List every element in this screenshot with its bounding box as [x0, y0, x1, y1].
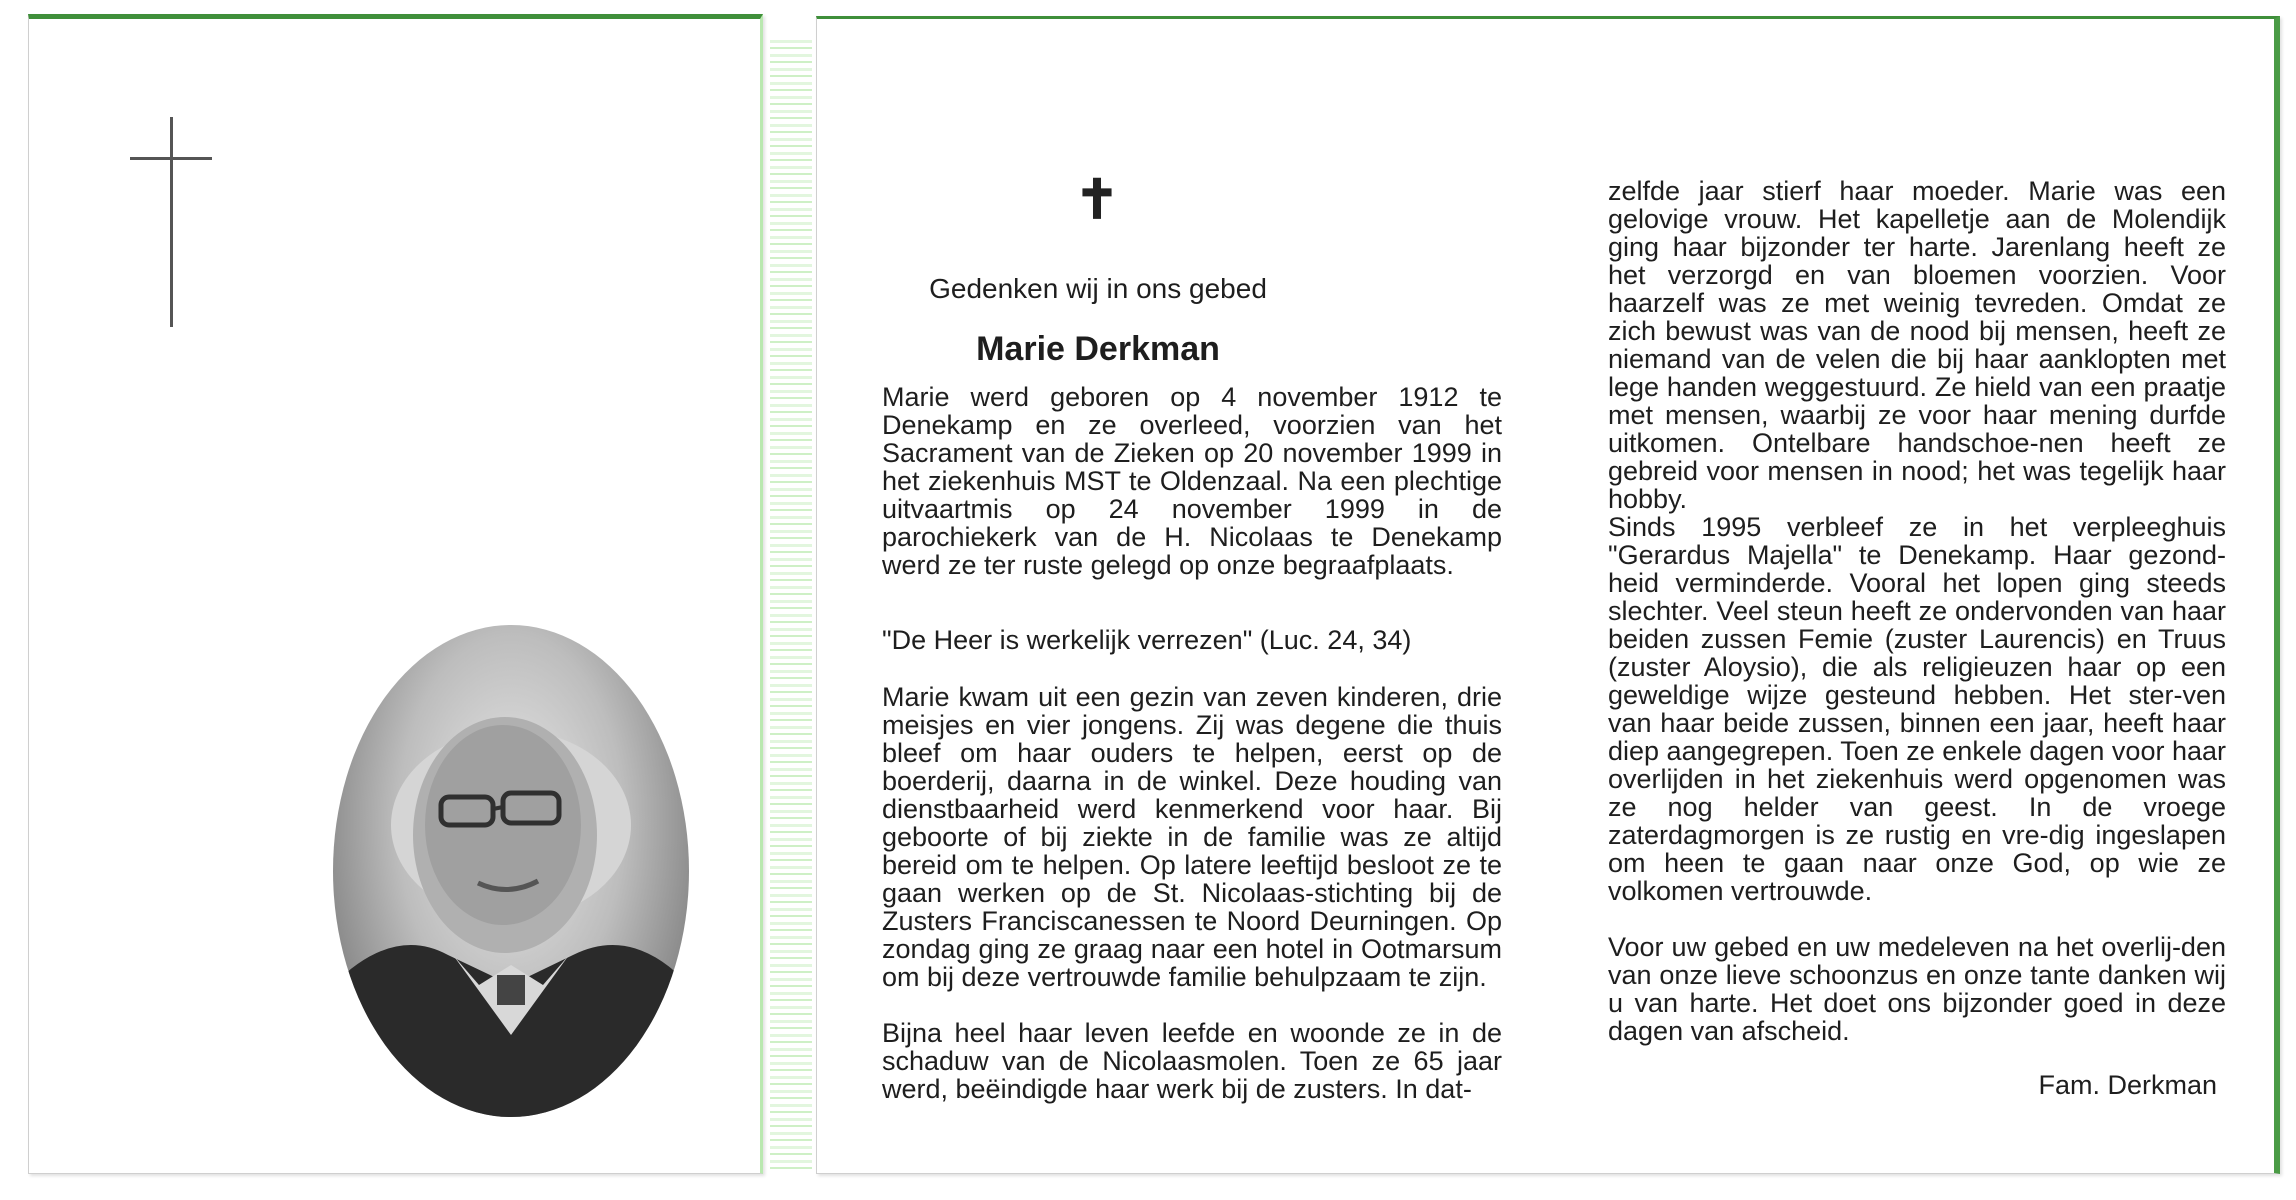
intro-line: Gedenken wij in ons gebed — [929, 273, 1267, 304]
paragraph-nursing-home: Sinds 1995 verbleef ze in het verpleeghuis "Gerardus Majella" te Denekamp. Haar gezond-heid verminderde. Vooral het lopen ging steeds slechter. Veel steun heeft ze ondervonden van haar beiden zussen Femie (zuster Laurencis) en Truus (zuster Aloysio), die als religieuzen haar op een geweldige wijze gesteund hebben. Het ster-ven van haar beide zussen, binnen een jaar, heeft haar diep aangegrepen. Toen ze enkele dagen voor haar overlijden in het ziekenhuis werd opgenomen was ze nog helder van geest. In de vroege zaterdagmorgen is ze rustig en vre-dig ingeslapen om heen te gaan naar onze God, op wie ze volkomen vertrouwde. — [1608, 512, 2226, 906]
paragraph-nicolaasmolen: Bijna heel haar leven leefde en woonde ze in de schaduw van de Nicolaasmolen. Toen ze 65 jaar werd, beëindigde haar werk bij de zusters. In dat- — [882, 1018, 1502, 1104]
front-card — [28, 14, 763, 1174]
paragraph-faith: zelfde jaar stierf haar moeder. Marie was een gelovige vrouw. Het kapelletje aan de Molendijk ging haar bijzonder ter harte. Jarenlang heeft ze het verzorgd en van bloemen voorzien. Voor haarzelf was ze met weinig tevreden. Omdat ze zich bewust was van de nood bij mensen, heeft ze niemand van de velen die bij haar aanklopten met lege handen weggestuurd. Ze hield van een praatje met mensen, waarbij ze voor haar mening durfde uitkomen. Ontelbare handschoe-nen heeft ze gebreid voor mensen in nood; het was tegelijk haar hobby. — [1608, 176, 2226, 514]
deceased-name: Marie Derkman — [976, 330, 1220, 368]
green-edge-strip — [770, 40, 812, 1170]
cross-symbol-icon: ✝ — [1074, 167, 1120, 231]
memorial-text-card — [816, 16, 2280, 1174]
paragraph-life: Marie kwam uit een gezin van zeven kinderen, drie meisjes en vier jongens. Zij was degene die thuis bleef om haar ouders te helpen, eerst op de boerderij, daarna in de winkel. Deze houding van dienstbaarheid werd kenmerkend voor haar. Bij geboorte of bij ziekte in de familie was ze altijd bereid om te helpen. Op latere leeftijd besloot ze te gaan werken op de St. Nicolaas-stichting bij de Zusters Franciscanessen te Noord Deurningen. Op zondag ging ze graag naar een hotel in Ootmarsum om bij deze vertrouwde familie behulpzaam te zijn. — [882, 682, 1502, 992]
paragraph-thanks: Voor uw gebed en uw medeleven na het overlij-den van onze lieve schoonzus en onze tante danken wij u van harte. Het doet ons bijzonder goed in deze dagen van afscheid. — [1608, 932, 2226, 1046]
bible-quote: "De Heer is werkelijk verrezen" (Luc. 24, 34) — [882, 625, 1412, 655]
paragraph-birth-death: Marie werd geboren op 4 november 1912 te Denekamp en ze overleed, voorzien van het Sacrament van de Zieken op 20 november 1999 in het ziekenhuis MST te Oldenzaal. Na een plechtige uitvaartmis op 24 november 1999 in de parochiekerk van de H. Nicolaas te Denekamp werd ze ter ruste gelegd op onze begraafplaats. — [882, 382, 1502, 580]
portrait-photo — [333, 625, 689, 1117]
family-signature: Fam. Derkman — [2038, 1070, 2217, 1100]
